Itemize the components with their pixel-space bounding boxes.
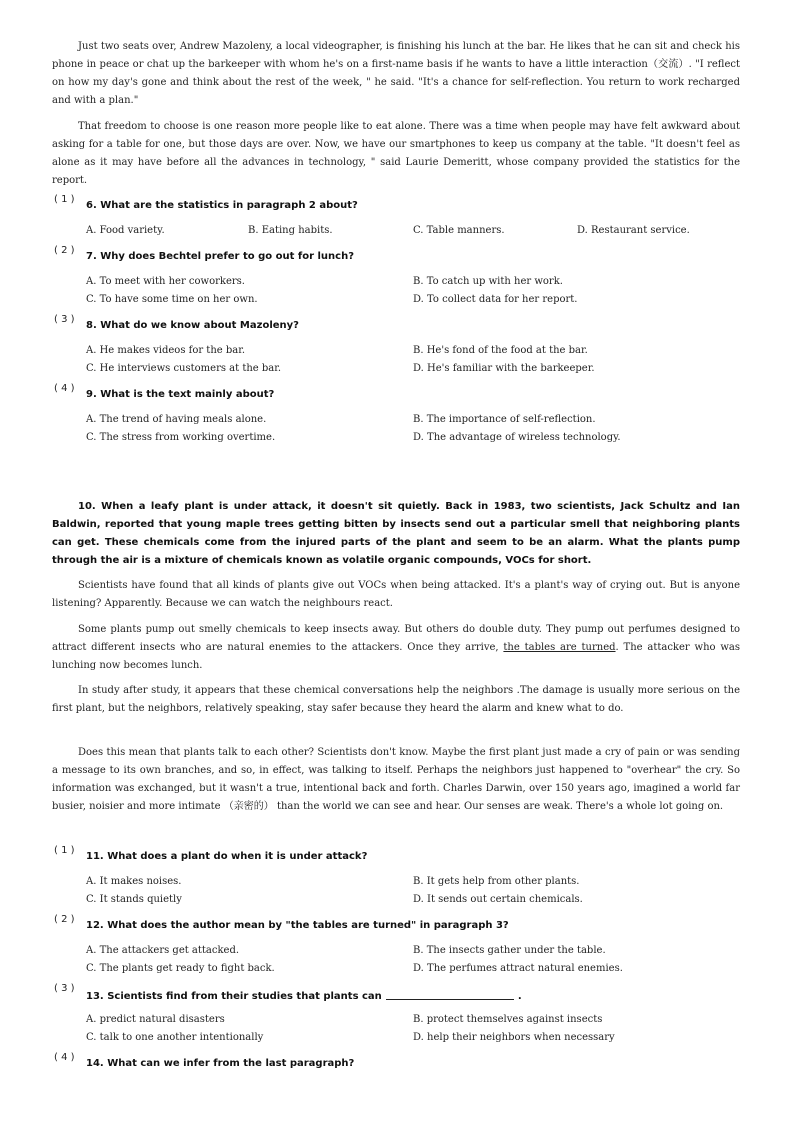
question-stem-14: 14. What can we infer from the last paragraph? [86, 1058, 355, 1069]
option-6c[interactable]: C. Table manners. [413, 225, 505, 236]
option-7b[interactable]: B. To catch up with her work. [413, 276, 563, 287]
option-12a[interactable]: A. The attackers get attacked. [86, 945, 240, 956]
option-6a[interactable]: A. Food variety. [86, 225, 165, 236]
option-9c[interactable]: C. The stress from working overtime. [86, 432, 276, 443]
option-11b[interactable]: B. It gets help from other plants. [413, 876, 580, 887]
question-stem-12: 12. What does the author mean by "the tables are turned" in paragraph 3? [86, 920, 509, 931]
question-number: ( 4 ) [54, 1052, 75, 1063]
option-11a[interactable]: A. It makes noises. [86, 876, 182, 887]
underlined-phrase: the tables are turned [503, 642, 616, 653]
option-9d[interactable]: D. The advantage of wireless technology. [413, 432, 621, 443]
option-7c[interactable]: C. To have some time on her own. [86, 294, 258, 305]
option-8c[interactable]: C. He interviews customers at the bar. [86, 363, 282, 374]
passage1-paragraph-2: That freedom to choose is one reason more people like to eat alone. There was a time when people may have felt awkward about asking for a table for one, but those days are over. Now, we have our smartphones to keep us company at the table. "It doesn't feel as alone as it may have before all the advances in technology, " said Laurie Demeritt, whose company provided the statistics for the report. [52, 121, 740, 186]
option-8d[interactable]: D. He's familiar with the barkeeper. [413, 363, 595, 374]
option-6d[interactable]: D. Restaurant service. [577, 225, 690, 236]
passage2-paragraph-2: Scientists have found that all kinds of plants give out VOCs when being attacked. It's a plant's way of crying out. But is anyone listening? Apparently. Because we can watch the neighbours react. [52, 580, 740, 609]
question-number: ( 2 ) [54, 914, 75, 925]
question-stem-6: 6. What are the statistics in paragraph 2 about? [86, 200, 358, 211]
option-6b[interactable]: B. Eating habits. [248, 225, 333, 236]
paragraph-3-text-start: Some plants pump out smelly chemicals to keep insects away. But others do double duty. They pump out perfumes designed to attract different insects who are natural enemies to the attackers. Once they arrive, [52, 624, 740, 653]
option-11d[interactable]: D. It sends out certain chemicals. [413, 894, 583, 905]
paragraph-3-text-end: . The attacker who was lunching now becomes lunch. [52, 642, 741, 671]
option-9a[interactable]: A. The trend of having meals alone. [86, 414, 267, 425]
question-number: ( 4 ) [54, 383, 75, 394]
passage1-paragraph-1: Just two seats over, Andrew Mazoleny, a local videographer, is finishing his lunch at the bar. He likes that he can sit and check his phone in peace or chat up the barkeeper with whom he's on a first-name basis if he wants to have a little interaction（交流）. "I reflect on how my day's gone and think about the rest of the week, " he said. "It's a chance for self-reflection. You return to work recharged and with a plan." [52, 41, 740, 106]
question-number: ( 3 ) [54, 314, 75, 325]
question-13-text: 13. Scientists find from their studies that plants can [86, 991, 382, 1002]
question-number: ( 1 ) [54, 845, 75, 856]
option-8b[interactable]: B. He's fond of the food at the bar. [413, 345, 588, 356]
option-12c[interactable]: C. The plants get ready to fight back. [86, 963, 275, 974]
option-7a[interactable]: A. To meet with her coworkers. [86, 276, 245, 287]
question-stem-11: 11. What does a plant do when it is under attack? [86, 851, 368, 862]
option-11c[interactable]: C. It stands quietly [86, 894, 182, 905]
option-13a[interactable]: A. predict natural disasters [86, 1014, 225, 1025]
option-13c[interactable]: C. talk to one another intentionally [86, 1032, 264, 1043]
question-stem-13 [86, 989, 522, 1002]
question-stem-7: 7. Why does Bechtel prefer to go out for lunch? [86, 251, 355, 262]
passage2-paragraph-5: Does this mean that plants talk to each other? Scientists don't know. Maybe the first plant just made a cry of pain or was sending a message to its own branches, and so, in effect, was talking to itself. Perhaps the neighbors just happened to "overhear" the cry. So information was exchanged, but it wasn't a true, intentional back and forth. Charles Darwin, over 150 years ago, imagined a world far busier, noisier and more intimate （亲密的） than the world we can see and hear. Our senses are weak. There's a whole lot going on. [52, 747, 740, 812]
question-13-end: . [517, 991, 522, 1002]
passage2-paragraph-3 [52, 621, 740, 675]
option-13d[interactable]: D. help their neighbors when necessary [413, 1032, 615, 1043]
question-number: ( 3 ) [54, 983, 75, 994]
question-number: ( 1 ) [54, 194, 75, 205]
option-12b[interactable]: B. The insects gather under the table. [413, 945, 606, 956]
passage2-paragraph-1: 10. When a leafy plant is under attack, it doesn't sit quietly. Back in 1983, two scientists, Jack Schultz and Ian Baldwin, reported that young maple trees getting bitten by insects send out a particular smell that neighboring plants can get. These chemicals come from the injured parts of the plant and seem to be an alarm. What the plants pump through the air is a mixture of chemicals known as volatile organic compounds, VOCs for short. [52, 501, 740, 566]
question-stem-9: 9. What is the text mainly about? [86, 389, 275, 400]
option-7d[interactable]: D. To collect data for her report. [413, 294, 578, 305]
option-8a[interactable]: A. He makes videos for the bar. [86, 345, 246, 356]
option-12d[interactable]: D. The perfumes attract natural enemies. [413, 963, 623, 974]
question-number: ( 2 ) [54, 245, 75, 256]
question-stem-8: 8. What do we know about Mazoleny? [86, 320, 299, 331]
option-9b[interactable]: B. The importance of self-reflection. [413, 414, 596, 425]
option-13b[interactable]: B. protect themselves against insects [413, 1014, 603, 1025]
passage2-paragraph-4: In study after study, it appears that these chemical conversations help the neighbors .The damage is usually more serious on the first plant, but the neighbors, relatively speaking, stay safer because they heard the alarm and knew what to do. [52, 685, 740, 714]
answer-blank[interactable] [386, 989, 514, 1000]
